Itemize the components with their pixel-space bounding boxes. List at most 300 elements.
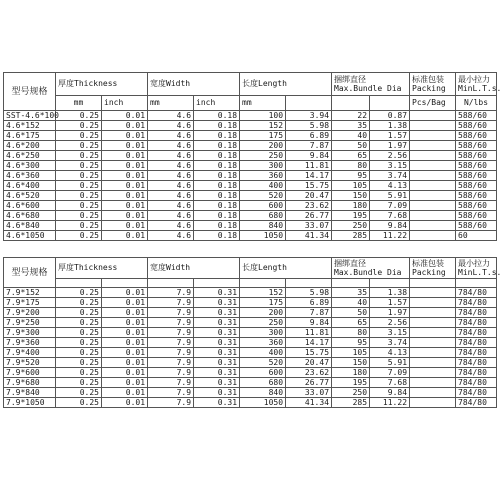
value-cell <box>410 338 456 348</box>
header-thickness: 厚度Thickness <box>56 73 148 96</box>
value-cell: 0.01 <box>102 111 148 121</box>
value-cell: 7.9 <box>148 348 194 358</box>
value-cell: 0.25 <box>56 191 102 201</box>
value-cell <box>410 151 456 161</box>
table-row <box>4 141 497 151</box>
value-cell: 0.18 <box>194 201 240 211</box>
value-cell: 50 <box>332 141 370 151</box>
value-cell: 7.9 <box>148 328 194 338</box>
value-cell: 0.18 <box>194 161 240 171</box>
value-cell: 0.18 <box>194 171 240 181</box>
value-cell: 0.25 <box>56 398 102 408</box>
value-cell: 4.6 <box>148 161 194 171</box>
table-row <box>4 181 497 191</box>
value-cell <box>410 231 456 241</box>
value-cell: 150 <box>332 358 370 368</box>
table-row <box>4 288 497 298</box>
value-cell: 784/80 <box>456 308 497 318</box>
value-cell <box>410 181 456 191</box>
value-cell: 7.09 <box>370 201 410 211</box>
value-cell: 0.01 <box>102 318 148 328</box>
value-cell: 105 <box>332 181 370 191</box>
value-cell: 3.15 <box>370 161 410 171</box>
value-cell: 784/80 <box>456 318 497 328</box>
value-cell: 35 <box>332 121 370 131</box>
value-cell <box>410 211 456 221</box>
value-cell: 0.25 <box>56 201 102 211</box>
value-cell: 0.18 <box>194 231 240 241</box>
header-tensile: 最小拉力 MinL.T.s. <box>456 73 497 96</box>
value-cell: 3.74 <box>370 338 410 348</box>
value-cell: 0.25 <box>56 111 102 121</box>
value-cell <box>410 348 456 358</box>
model-cell: 4.6*600 <box>4 201 56 211</box>
value-cell: 7.9 <box>148 298 194 308</box>
value-cell: 0.01 <box>102 131 148 141</box>
value-cell: 7.87 <box>286 141 332 151</box>
value-cell <box>410 298 456 308</box>
table-row <box>4 378 497 388</box>
value-cell: 0.31 <box>194 398 240 408</box>
value-cell: 0.25 <box>56 298 102 308</box>
value-cell <box>410 171 456 181</box>
value-cell: 0.25 <box>56 368 102 378</box>
value-cell: 105 <box>332 348 370 358</box>
value-cell: 4.6 <box>148 201 194 211</box>
value-cell: 23.62 <box>286 201 332 211</box>
spec-table-4-6 <box>3 72 501 241</box>
value-cell: 195 <box>332 378 370 388</box>
table-row <box>4 121 497 131</box>
model-cell: 4.6*680 <box>4 211 56 221</box>
value-cell: 152 <box>240 121 286 131</box>
table-units-row <box>4 96 497 111</box>
value-cell <box>410 308 456 318</box>
value-cell: 784/80 <box>456 368 497 378</box>
header-model: 型号规格 <box>4 73 56 111</box>
value-cell <box>410 318 456 328</box>
unit-cell <box>456 279 497 288</box>
value-cell: 0.18 <box>194 151 240 161</box>
model-cell: 7.9*360 <box>4 338 56 348</box>
value-cell: 0.01 <box>102 288 148 298</box>
value-cell: 0.01 <box>102 378 148 388</box>
unit-cell <box>332 279 370 288</box>
value-cell: 0.25 <box>56 171 102 181</box>
value-cell: 0.31 <box>194 318 240 328</box>
model-cell: 7.9*520 <box>4 358 56 368</box>
value-cell: 784/80 <box>456 358 497 368</box>
value-cell: 80 <box>332 161 370 171</box>
value-cell: 9.84 <box>370 221 410 231</box>
value-cell <box>410 191 456 201</box>
value-cell: 7.9 <box>148 388 194 398</box>
value-cell: 300 <box>240 328 286 338</box>
value-cell: 7.9 <box>148 308 194 318</box>
value-cell: 7.68 <box>370 378 410 388</box>
value-cell: 784/80 <box>456 398 497 408</box>
value-cell: 0.18 <box>194 221 240 231</box>
value-cell: 4.6 <box>148 171 194 181</box>
unit-cell <box>370 279 410 288</box>
value-cell: 175 <box>240 131 286 141</box>
value-cell: 0.25 <box>56 378 102 388</box>
value-cell: 180 <box>332 201 370 211</box>
unit-wid-mm: mm <box>148 96 194 111</box>
model-cell: 4.6*200 <box>4 141 56 151</box>
value-cell: 80 <box>332 328 370 338</box>
value-cell: 520 <box>240 191 286 201</box>
value-cell: 250 <box>240 318 286 328</box>
value-cell: 2.56 <box>370 318 410 328</box>
value-cell <box>410 388 456 398</box>
value-cell: 7.9 <box>148 288 194 298</box>
value-cell: 6.89 <box>286 298 332 308</box>
value-cell: 4.6 <box>148 131 194 141</box>
value-cell: 0.18 <box>194 191 240 201</box>
value-cell: 784/80 <box>456 348 497 358</box>
value-cell: 33.07 <box>286 221 332 231</box>
value-cell: 150 <box>332 191 370 201</box>
value-cell: 7.9 <box>148 398 194 408</box>
value-cell: 285 <box>332 398 370 408</box>
value-cell: 7.87 <box>286 308 332 318</box>
value-cell: 65 <box>332 151 370 161</box>
unit-thk-inch: inch <box>102 96 148 111</box>
value-cell: 20.47 <box>286 358 332 368</box>
value-cell <box>410 131 456 141</box>
value-cell: 33.07 <box>286 388 332 398</box>
table-row <box>4 368 497 378</box>
value-cell: 0.25 <box>56 388 102 398</box>
model-cell: 7.9*152 <box>4 288 56 298</box>
model-cell: SST-4.6*100 <box>4 111 56 121</box>
value-cell: 22 <box>332 111 370 121</box>
value-cell: 1.97 <box>370 141 410 151</box>
value-cell: 588/60 <box>456 181 497 191</box>
value-cell: 0.01 <box>102 191 148 201</box>
value-cell: 95 <box>332 338 370 348</box>
value-cell: 0.01 <box>102 211 148 221</box>
header-tensile: 最小拉力 MinL.T.s. <box>456 258 497 279</box>
value-cell <box>410 288 456 298</box>
value-cell: 6.89 <box>286 131 332 141</box>
value-cell: 95 <box>332 171 370 181</box>
value-cell: 840 <box>240 221 286 231</box>
unit-cell <box>194 279 240 288</box>
table-row <box>4 338 497 348</box>
value-cell: 35 <box>332 288 370 298</box>
value-cell: 1.97 <box>370 308 410 318</box>
value-cell: 0.18 <box>194 211 240 221</box>
value-cell: 3.15 <box>370 328 410 338</box>
value-cell <box>410 358 456 368</box>
value-cell: 0.01 <box>102 231 148 241</box>
value-cell <box>410 161 456 171</box>
unit-cell <box>286 279 332 288</box>
value-cell: 588/60 <box>456 141 497 151</box>
value-cell: 23.62 <box>286 368 332 378</box>
model-cell: 7.9*200 <box>4 308 56 318</box>
value-cell: 0.31 <box>194 328 240 338</box>
value-cell <box>410 121 456 131</box>
model-cell: 4.6*400 <box>4 181 56 191</box>
model-cell: 7.9*1050 <box>4 398 56 408</box>
unit-cell <box>102 279 148 288</box>
value-cell: 2.56 <box>370 151 410 161</box>
value-cell: 600 <box>240 201 286 211</box>
header-packing: 标准包装 Packing <box>410 258 456 279</box>
table-row <box>4 298 497 308</box>
value-cell: 200 <box>240 141 286 151</box>
unit-packing: Pcs/Bag <box>410 96 456 111</box>
table-row <box>4 221 497 231</box>
value-cell: 588/60 <box>456 191 497 201</box>
value-cell: 9.84 <box>286 151 332 161</box>
value-cell: 0.31 <box>194 388 240 398</box>
model-cell: 7.9*300 <box>4 328 56 338</box>
value-cell: 0.25 <box>56 328 102 338</box>
value-cell <box>410 328 456 338</box>
value-cell: 680 <box>240 378 286 388</box>
value-cell: 0.25 <box>56 231 102 241</box>
value-cell: 600 <box>240 368 286 378</box>
value-cell: 0.18 <box>194 141 240 151</box>
value-cell: 0.01 <box>102 171 148 181</box>
value-cell: 588/60 <box>456 151 497 161</box>
header-width: 宽度Width <box>148 73 240 96</box>
value-cell: 0.01 <box>102 388 148 398</box>
value-cell <box>410 201 456 211</box>
model-cell: 7.9*840 <box>4 388 56 398</box>
value-cell: 11.22 <box>370 398 410 408</box>
table-header-row <box>4 258 497 279</box>
value-cell: 175 <box>240 298 286 308</box>
table-row <box>4 231 497 241</box>
value-cell: 0.31 <box>194 338 240 348</box>
model-cell: 7.9*175 <box>4 298 56 308</box>
table-header-row <box>4 73 497 96</box>
table-row <box>4 328 497 338</box>
value-cell: 5.91 <box>370 191 410 201</box>
unit-tensile: N/lbs <box>456 96 497 111</box>
table-row <box>4 318 497 328</box>
value-cell: 250 <box>332 221 370 231</box>
model-cell: 4.6*300 <box>4 161 56 171</box>
value-cell: 9.84 <box>370 388 410 398</box>
value-cell: 5.98 <box>286 288 332 298</box>
value-cell: 784/80 <box>456 288 497 298</box>
value-cell: 152 <box>240 288 286 298</box>
value-cell: 0.25 <box>56 221 102 231</box>
value-cell: 588/60 <box>456 221 497 231</box>
value-cell: 250 <box>240 151 286 161</box>
unit-cell <box>148 279 194 288</box>
value-cell: 784/80 <box>456 298 497 308</box>
value-cell: 0.31 <box>194 308 240 318</box>
value-cell: 0.18 <box>194 131 240 141</box>
value-cell: 400 <box>240 348 286 358</box>
model-cell: 4.6*520 <box>4 191 56 201</box>
value-cell: 11.81 <box>286 161 332 171</box>
table-row <box>4 211 497 221</box>
value-cell: 1.57 <box>370 131 410 141</box>
value-cell: 0.01 <box>102 328 148 338</box>
value-cell: 7.9 <box>148 318 194 328</box>
value-cell: 360 <box>240 171 286 181</box>
value-cell: 0.01 <box>102 161 148 171</box>
value-cell: 840 <box>240 388 286 398</box>
value-cell: 4.13 <box>370 348 410 358</box>
table-row <box>4 171 497 181</box>
value-cell: 7.9 <box>148 378 194 388</box>
model-cell: 4.6*175 <box>4 131 56 141</box>
value-cell: 588/60 <box>456 131 497 141</box>
value-cell: 50 <box>332 308 370 318</box>
unit-len-inch <box>286 96 332 111</box>
value-cell: 0.25 <box>56 308 102 318</box>
value-cell: 0.01 <box>102 348 148 358</box>
value-cell: 3.94 <box>286 111 332 121</box>
table-row <box>4 201 497 211</box>
value-cell: 3.74 <box>370 171 410 181</box>
value-cell: 11.22 <box>370 231 410 241</box>
value-cell: 7.68 <box>370 211 410 221</box>
value-cell: 588/60 <box>456 201 497 211</box>
value-cell: 588/60 <box>456 111 497 121</box>
value-cell: 1.38 <box>370 288 410 298</box>
model-cell: 4.6*840 <box>4 221 56 231</box>
value-cell: 784/80 <box>456 388 497 398</box>
value-cell: 0.25 <box>56 131 102 141</box>
value-cell: 15.75 <box>286 348 332 358</box>
value-cell: 0.25 <box>56 151 102 161</box>
unit-cell <box>56 279 102 288</box>
value-cell: 1050 <box>240 398 286 408</box>
table-row <box>4 388 497 398</box>
value-cell: 0.25 <box>56 121 102 131</box>
header-bundle: 捆绑直径Max.Bundle Dia <box>332 258 410 279</box>
value-cell: 0.25 <box>56 288 102 298</box>
value-cell: 0.01 <box>102 141 148 151</box>
value-cell <box>410 221 456 231</box>
value-cell: 784/80 <box>456 328 497 338</box>
value-cell: 0.01 <box>102 181 148 191</box>
unit-bun-mm <box>332 96 370 111</box>
value-cell: 588/60 <box>456 171 497 181</box>
value-cell: 0.01 <box>102 298 148 308</box>
header-model: 型号规格 <box>4 258 56 288</box>
table-row <box>4 191 497 201</box>
value-cell: 0.31 <box>194 348 240 358</box>
table-row <box>4 161 497 171</box>
unit-cell <box>240 279 286 288</box>
value-cell: 7.9 <box>148 368 194 378</box>
value-cell: 0.01 <box>102 368 148 378</box>
value-cell: 0.01 <box>102 398 148 408</box>
value-cell: 520 <box>240 358 286 368</box>
value-cell: 4.6 <box>148 221 194 231</box>
value-cell: 100 <box>240 111 286 121</box>
value-cell: 300 <box>240 161 286 171</box>
header-bundle: 捆绑直径Max.Bundle Dia <box>332 73 410 96</box>
value-cell: 4.6 <box>148 181 194 191</box>
value-cell: 0.31 <box>194 358 240 368</box>
value-cell: 26.77 <box>286 211 332 221</box>
value-cell: 0.01 <box>102 221 148 231</box>
value-cell: 0.25 <box>56 141 102 151</box>
value-cell: 360 <box>240 338 286 348</box>
value-cell: 680 <box>240 211 286 221</box>
table-units-row <box>4 279 497 288</box>
value-cell: 5.98 <box>286 121 332 131</box>
value-cell: 0.25 <box>56 338 102 348</box>
value-cell: 250 <box>332 388 370 398</box>
value-cell: 0.25 <box>56 211 102 221</box>
value-cell: 26.77 <box>286 378 332 388</box>
model-cell: 4.6*360 <box>4 171 56 181</box>
value-cell: 14.17 <box>286 171 332 181</box>
value-cell: 0.25 <box>56 161 102 171</box>
value-cell: 784/80 <box>456 378 497 388</box>
table-row <box>4 308 497 318</box>
value-cell: 0.18 <box>194 181 240 191</box>
value-cell <box>410 378 456 388</box>
value-cell: 4.6 <box>148 121 194 131</box>
unit-wid-inch: inch <box>194 96 240 111</box>
value-cell: 11.81 <box>286 328 332 338</box>
value-cell: 15.75 <box>286 181 332 191</box>
value-cell <box>410 398 456 408</box>
value-cell: 4.6 <box>148 191 194 201</box>
model-cell: 4.6*152 <box>4 121 56 131</box>
value-cell: 4.6 <box>148 211 194 221</box>
value-cell: 0.25 <box>56 181 102 191</box>
value-cell: 7.9 <box>148 358 194 368</box>
value-cell: 40 <box>332 298 370 308</box>
value-cell: 0.01 <box>102 201 148 211</box>
value-cell: 0.87 <box>370 111 410 121</box>
table-row <box>4 348 497 358</box>
header-length: 长度Length <box>240 73 332 96</box>
value-cell: 4.13 <box>370 181 410 191</box>
value-cell: 588/60 <box>456 121 497 131</box>
header-width: 宽度Width <box>148 258 240 279</box>
value-cell: 0.31 <box>194 298 240 308</box>
value-cell: 5.91 <box>370 358 410 368</box>
value-cell: 60 <box>456 231 497 241</box>
value-cell: 14.17 <box>286 338 332 348</box>
value-cell: 784/80 <box>456 338 497 348</box>
model-cell: 7.9*600 <box>4 368 56 378</box>
value-cell: 1050 <box>240 231 286 241</box>
model-cell: 7.9*250 <box>4 318 56 328</box>
table-row <box>4 398 497 408</box>
table-row <box>4 358 497 368</box>
value-cell: 0.18 <box>194 111 240 121</box>
value-cell: 0.25 <box>56 348 102 358</box>
value-cell: 0.01 <box>102 151 148 161</box>
model-cell: 7.9*680 <box>4 378 56 388</box>
value-cell: 588/60 <box>456 161 497 171</box>
value-cell: 41.34 <box>286 231 332 241</box>
value-cell <box>410 368 456 378</box>
value-cell: 1.38 <box>370 121 410 131</box>
value-cell: 0.18 <box>194 121 240 131</box>
table-row <box>4 151 497 161</box>
header-packing: 标准包装 Packing <box>410 73 456 96</box>
value-cell: 0.31 <box>194 288 240 298</box>
